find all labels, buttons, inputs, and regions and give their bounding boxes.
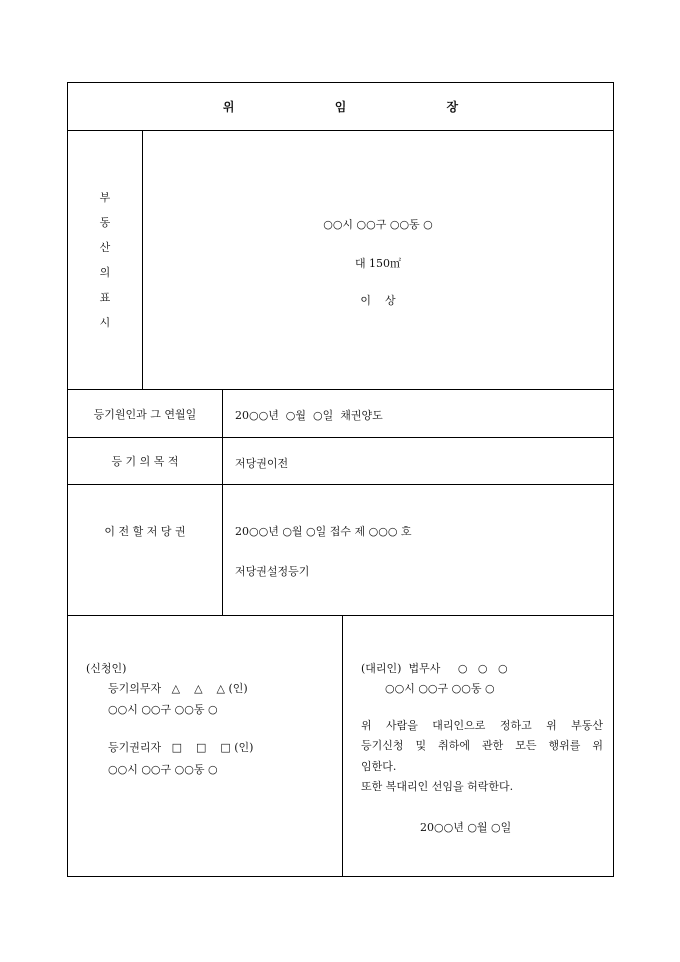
agent-date: 20○○년 ○월 ○일 xyxy=(420,821,512,834)
obligor-line: 등기의무자 △ △ △ (인) xyxy=(108,682,248,695)
obligor-address: ○○시 ○○구 ○○동 ○ xyxy=(108,703,218,716)
cause-value: 20○○년 ○월 ○일 채권양도 xyxy=(235,409,383,422)
document-title: 위 임 장 xyxy=(222,100,507,114)
cause-row xyxy=(68,390,613,438)
agent-text-line-4: 또한 복대리인 선임을 허락한다. xyxy=(361,780,514,793)
agent-text-line-3: 임한다. xyxy=(361,760,397,773)
property-label-char: 동 xyxy=(99,216,111,229)
transfer-label: 이 전 할 저 당 권 xyxy=(68,485,223,615)
property-label xyxy=(68,131,143,389)
transfer-line-1: 20○○년 ○월 ○일 접수 제 ○○○ 호 xyxy=(235,525,412,538)
agent-block xyxy=(343,616,613,876)
signature-section xyxy=(68,616,613,876)
property-label-char: 의 xyxy=(99,266,111,279)
holder-address: ○○시 ○○구 ○○동 ○ xyxy=(108,763,218,776)
property-label-char: 산 xyxy=(99,241,111,254)
title-row xyxy=(68,83,613,131)
cause-label: 등기원인과 그 연월일 xyxy=(68,390,223,437)
property-label-char: 시 xyxy=(99,316,111,329)
transfer-line-2: 저당권설정등기 xyxy=(235,565,310,578)
transfer-row xyxy=(68,485,613,616)
purpose-value: 저당권이전 xyxy=(235,457,289,470)
purpose-row xyxy=(68,438,613,485)
property-area: 대 150㎡ xyxy=(354,257,402,270)
property-label-char: 표 xyxy=(99,291,111,304)
holder-line: 등기권리자 □ □ □ (인) xyxy=(108,741,254,754)
agent-text-line-2: 등기신청 및 취하에 관한 모든 행위를 위 xyxy=(361,739,603,752)
property-section xyxy=(68,131,613,390)
applicant-header: (신청인) xyxy=(86,662,127,675)
property-address: ○○시 ○○구 ○○동 ○ xyxy=(323,218,433,231)
applicant-block xyxy=(68,616,343,876)
agent-address: ○○시 ○○구 ○○동 ○ xyxy=(385,682,495,695)
agent-text-line-1: 위 사람을 대리인으로 정하고 위 부동산 xyxy=(361,719,603,732)
power-of-attorney-form xyxy=(67,82,614,877)
property-description xyxy=(143,131,613,389)
property-label-char: 부 xyxy=(99,191,111,204)
purpose-label: 등 기 의 목 적 xyxy=(68,438,223,484)
agent-header: (대리인) 법무사 ○ ○ ○ xyxy=(361,662,508,675)
property-end: 이 상 xyxy=(360,294,396,307)
